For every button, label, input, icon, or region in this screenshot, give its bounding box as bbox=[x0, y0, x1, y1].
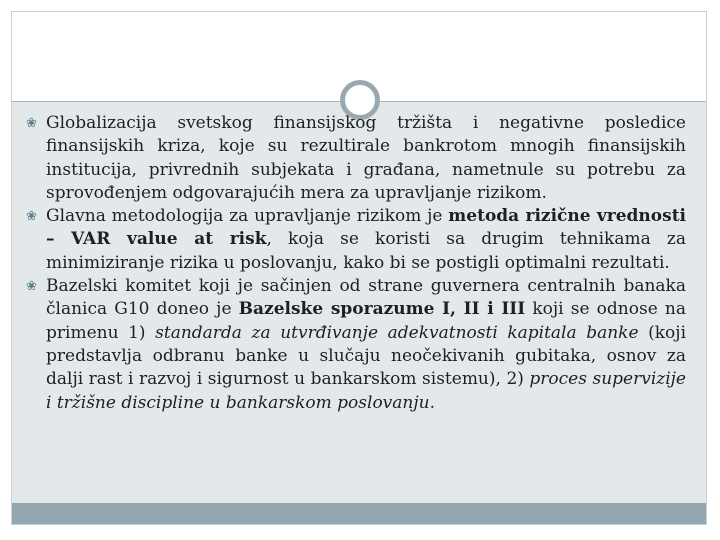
bullet-text: Globalizacija svetskog finansijskog tržišta i negativne posledice finansijskih kriza, koje su rezultirale bankrotom mnogih finansijskih institucija, privrednih subjekata i građana, nametnule su potrebu za sprovođenjem odgovarajućih mera za upravljanje rizikom. bbox=[46, 113, 686, 203]
bullet-text: (koji predstavlja odbranu banke u slučaju neočekivanih gubitaka, osnov za dalji rast i razvoj i sigurnost u bankarskom sistemu), 2) bbox=[46, 322, 687, 390]
bullet-item-bazelski-komitet bbox=[26, 275, 686, 415]
italic-term-supervision: proces supervizije i tržišne discipline u bankarskom poslovanju. bbox=[46, 369, 686, 413]
bold-term-bazel: Bazelske sporazume I, II i III bbox=[238, 299, 526, 320]
bullet-item-globalizacija bbox=[26, 112, 686, 205]
bullet-text: Glavna metodologija za upravljanje rizikom je bbox=[46, 206, 449, 227]
bullet-text: , koja se koristi sa drugim tehnikama za minimiziranje rizika u poslovanju, kako bi se postigli optimalni rezultati. bbox=[46, 229, 686, 273]
bullet-text: koji se odnose na primenu 1) bbox=[46, 299, 687, 343]
flower-bullet-icon: ❀ bbox=[26, 116, 37, 131]
bullet-list bbox=[26, 112, 686, 415]
italic-term-standard: standarda za utvrđivanje adekvatnosti kapitala banke bbox=[155, 322, 639, 343]
bullet-text: Bazelski komitet koji je sačinjen od strane guvernera centralnih banaka članica G10 doneo je bbox=[46, 276, 686, 320]
bold-term-var: metoda rizične vrednosti – VAR value at risk bbox=[46, 206, 687, 250]
flower-bullet-icon: ❀ bbox=[26, 209, 37, 225]
flower-bullet-icon: ❀ bbox=[26, 279, 37, 295]
bullet-item-metodologija bbox=[26, 205, 686, 275]
